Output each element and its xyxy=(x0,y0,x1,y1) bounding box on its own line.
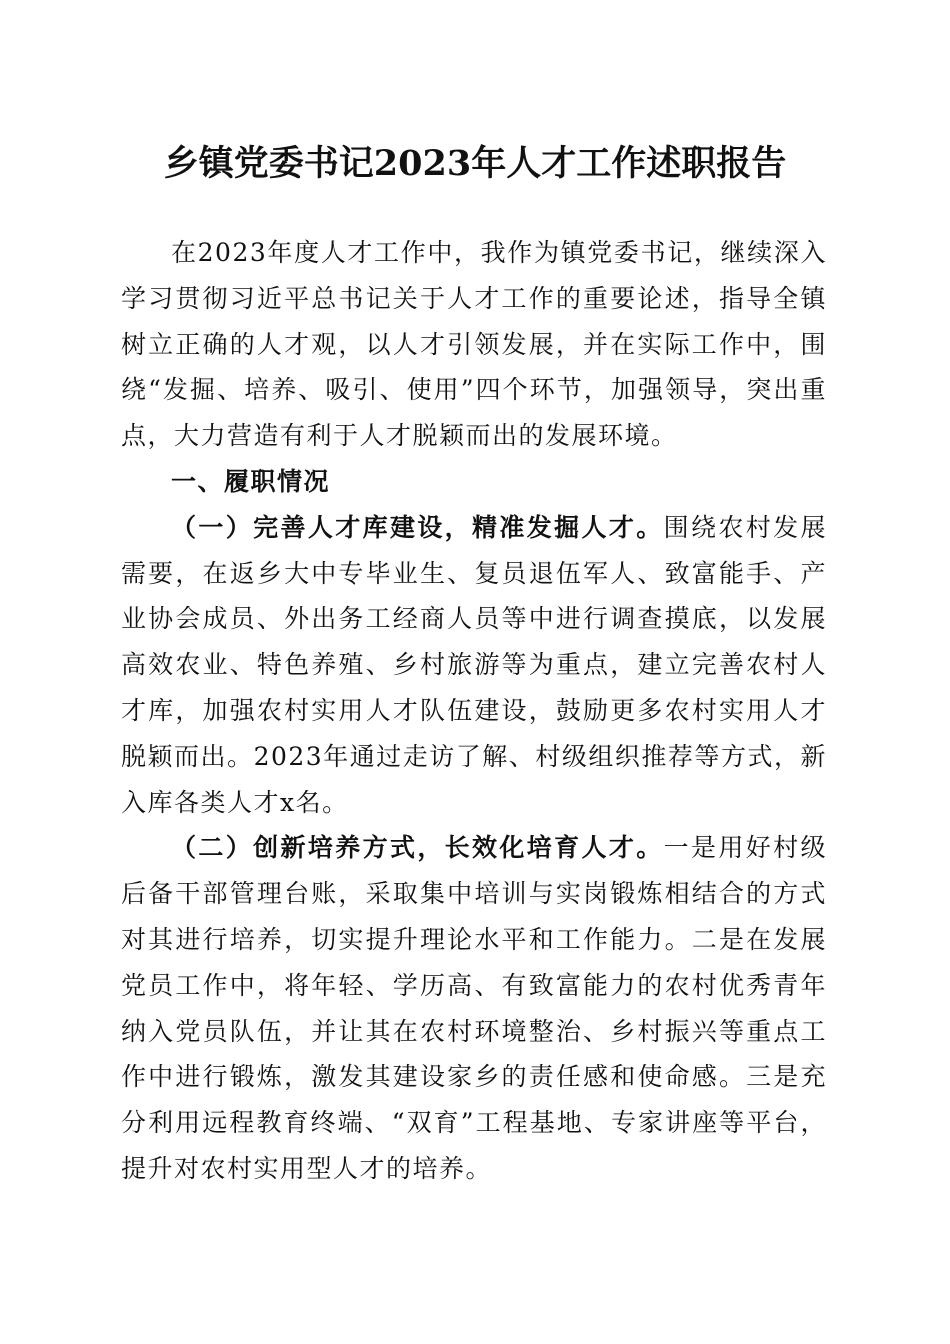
item-2-heading: （二）创新培养方式，长效化培育人才。 xyxy=(171,833,664,863)
item-1-paragraph xyxy=(121,505,827,826)
document-body xyxy=(121,230,827,1192)
item-1-text: 围绕农村发展需要，在返乡大中专毕业生、复员退伍军人、致富能手、产业协会成员、外出务工经商人员等中进行调查摸底，以发展高效农业、特色养殖、乡村旅游等为重点，建立完善农村人才库，加强农村实用人才队伍建设，鼓励更多农村实用人才脱颖而出。2023年通过走访了解、村级组织推荐等方式，新入库各类人才x名。 xyxy=(121,512,827,817)
item-1-heading: （一）完善人才库建设，精准发掘人才。 xyxy=(171,512,664,542)
intro-paragraph: 在2023年度人才工作中，我作为镇党委书记，继续深入学习贯彻习近平总书记关于人才工作的重要论述，指导全镇树立正确的人才观，以人才引领发展，并在实际工作中，围绕“发掘、培养、吸引、使用”四个环节，加强领导，突出重点，大力营造有利于人才脱颖而出的发展环境。 xyxy=(121,238,827,451)
item-2-paragraph xyxy=(121,825,827,1191)
document-title: 乡镇党委书记2023年人才工作述职报告 xyxy=(163,143,787,184)
section-heading-performance: 一、履职情况 xyxy=(171,466,331,496)
item-2-text: 一是用好村级后备干部管理台账，采取集中培训与实岗锻炼相结合的方式对其进行培养，切实提升理论水平和工作能力。二是在发展党员工作中，将年轻、学历高、有致富能力的农村优秀青年纳入党员队伍，并让其在农村环境整治、乡村振兴等重点工作中进行锻炼，激发其建设家乡的责任感和使命感。三是充分利用远程教育终端、“双育”工程基地、专家讲座等平台，提升对农村实用型人才的培养。 xyxy=(121,833,827,1183)
